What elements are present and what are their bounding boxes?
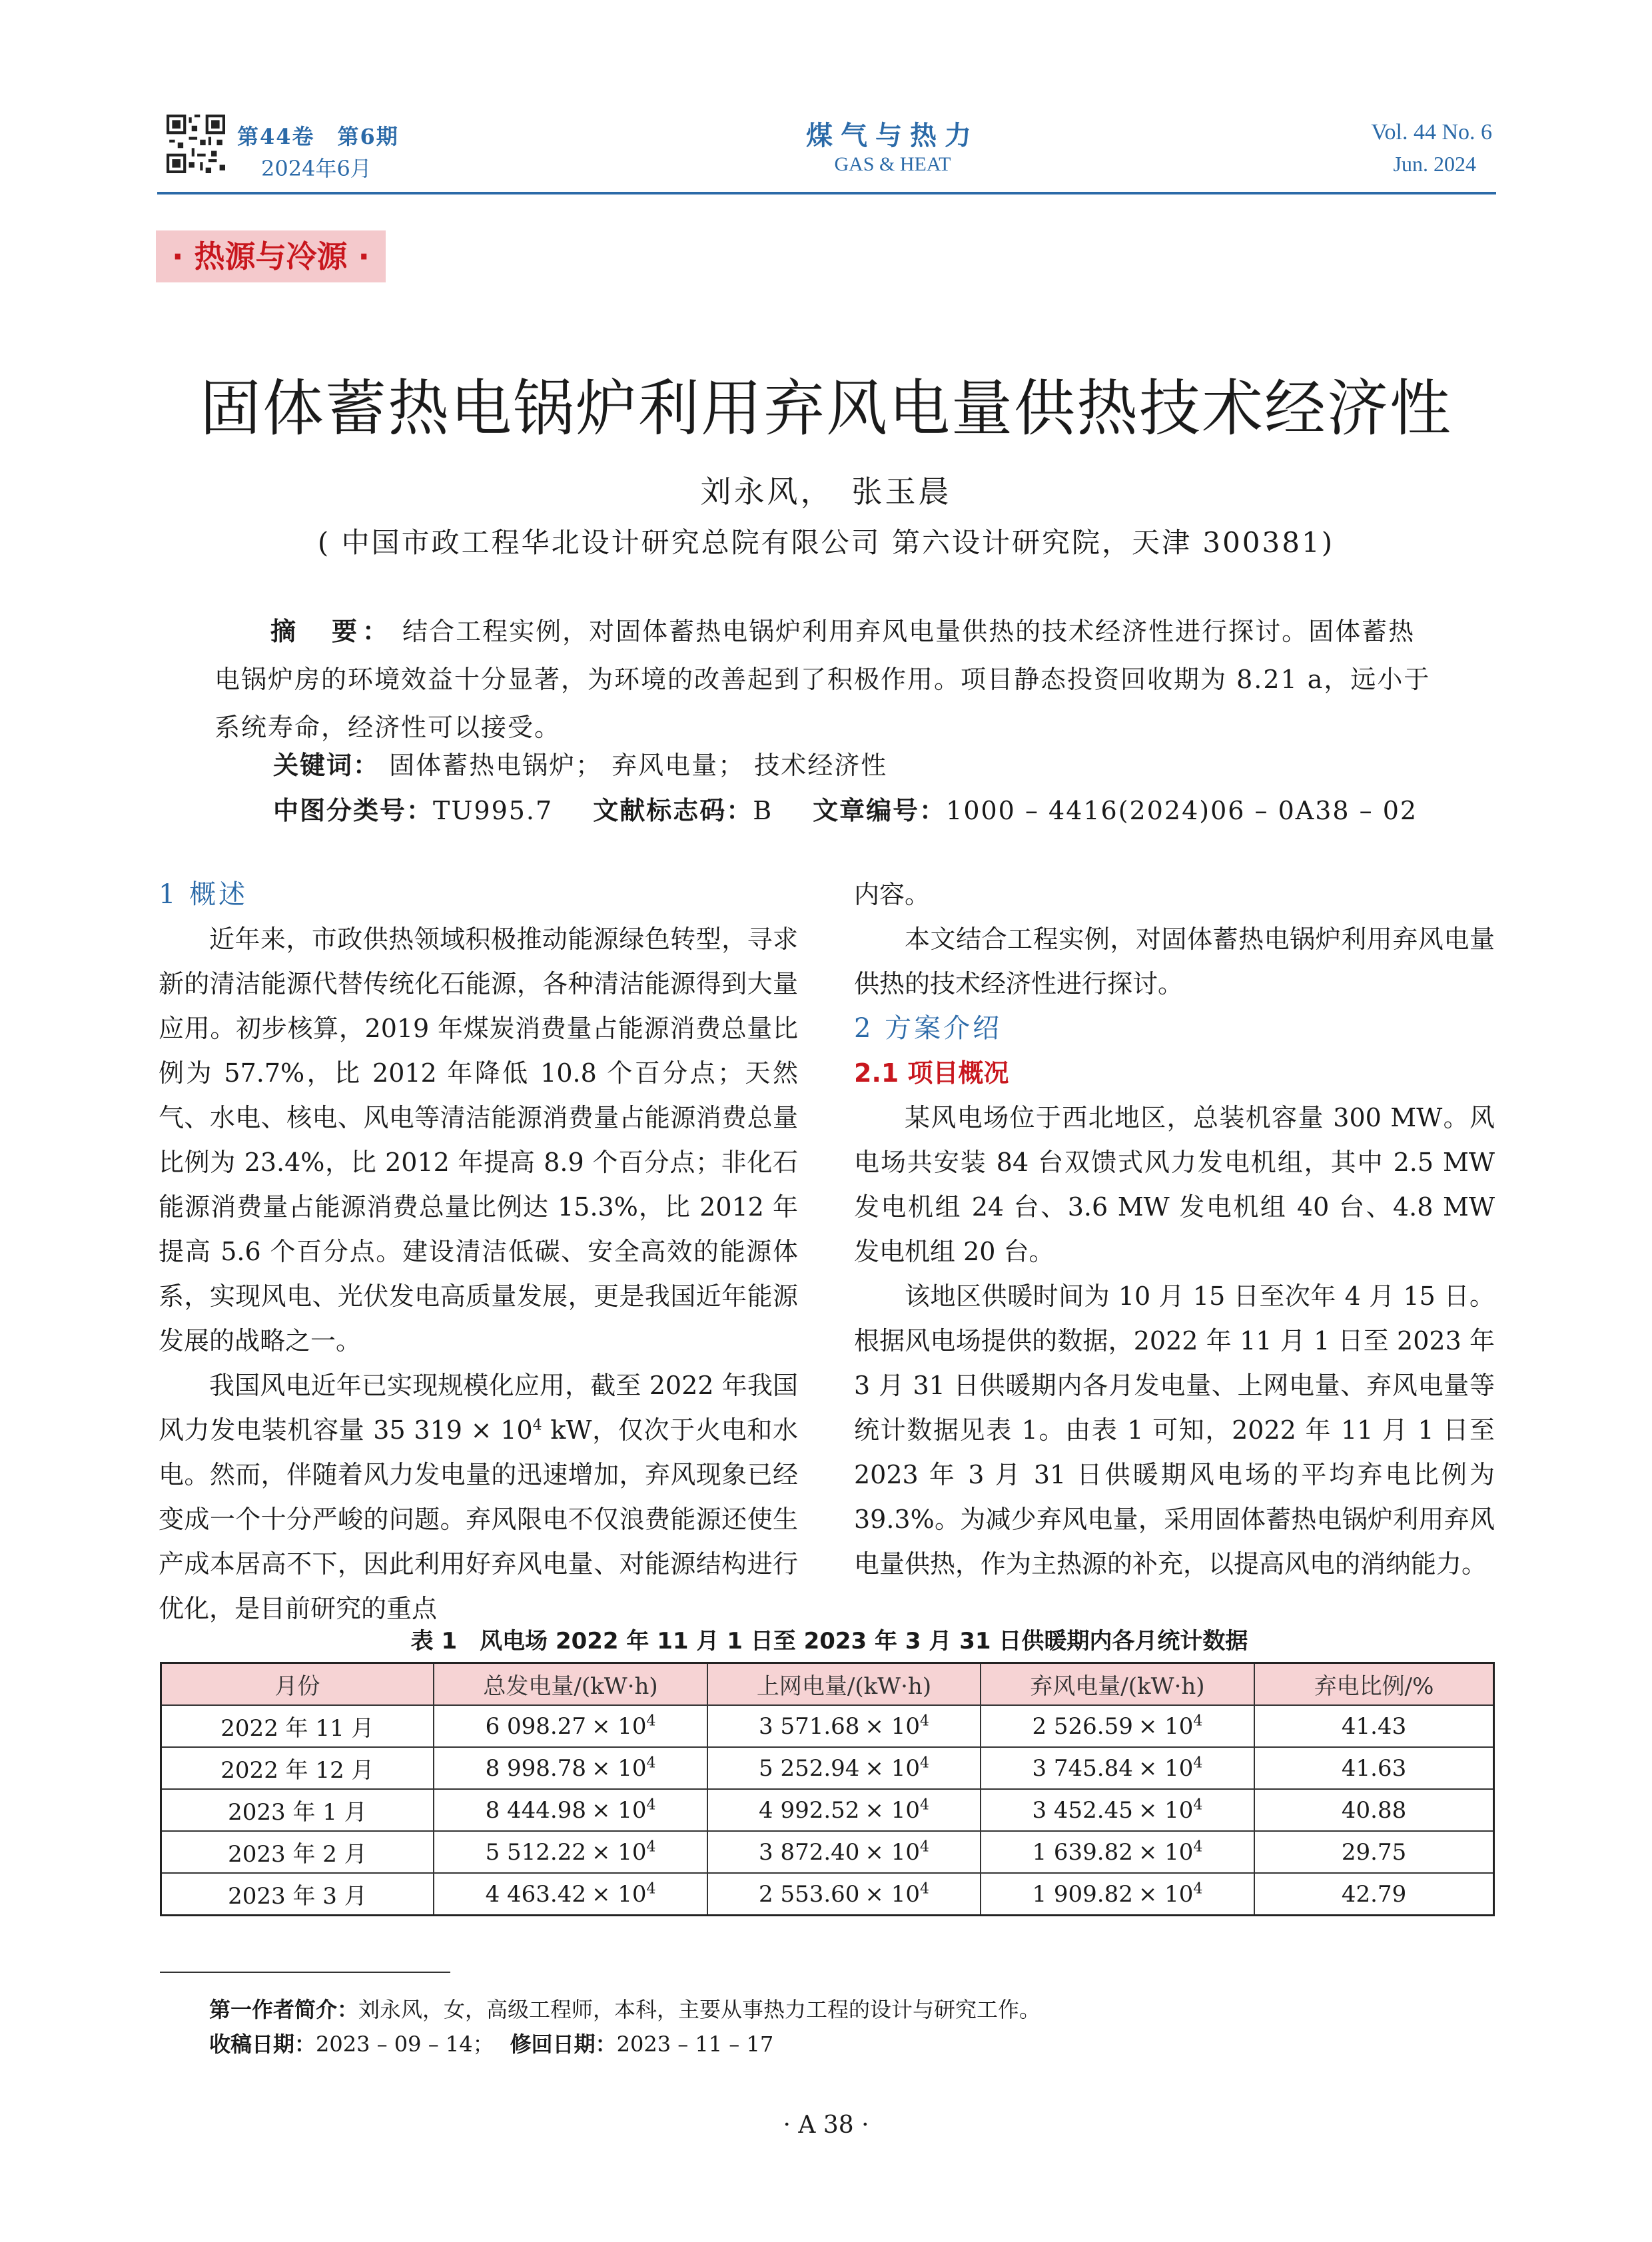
cls-label: 中图分类号： — [273, 796, 434, 825]
abstract-label: 摘 要： — [270, 617, 394, 646]
author-bio-label: 第一作者简介： — [209, 1997, 359, 2022]
section-2-1-heading: 2.1 项目概况 — [854, 1058, 1009, 1088]
table-cell: 5 $512.22 \times 10^4$ — [434, 1831, 707, 1873]
abstract-text: 结合工程实例，对固体蓄热电锅炉利用弃风电量供热的技术经济性进行探讨。固体蓄热电锅炉房的环境效益十分显著，为环境的改善起到了积极作用。项目静态投资回收期为 8.21 a，远小于系统寿命，经济性可以接受。 — [214, 617, 1431, 742]
table-row — [161, 1747, 1494, 1789]
body-right-column — [854, 873, 1495, 1587]
page-number: · A 38 · — [783, 2111, 869, 2139]
table-cell: 3 $571.68 \times 10^4$ — [707, 1705, 980, 1747]
paragraph-5: 该地区供暖时间为 10 月 15 日至次年 4 月 15 日。根据风电场提供的数据，2022 年 11 月 1 日至 2023 年 3 月 31 日供暖期内各月发电量、上网电量、弃风电量等统计数据见表 1。由表 1 可知，2022 年 11 月 1 日至 2023 年 3 月 31 日供暖期风电场的平均弃电比例为 39.3%。为减少弃风电量，采用固体蓄热电锅炉利用弃风电量供热，作为主热源的补充，以提高风电的消纳能力。 — [854, 1282, 1495, 1579]
table-cell: 8 $444.98 \times 10^4$ — [434, 1789, 707, 1831]
received-label: 收稿日期： — [209, 2032, 316, 2057]
table-cell: 41.63 — [1254, 1747, 1493, 1789]
table-cell: 42.79 — [1254, 1873, 1493, 1916]
table-cell: 3 $452.45 \times 10^4$ — [981, 1789, 1254, 1831]
doc-value: B — [753, 796, 773, 825]
cls-value: TU995.7 — [433, 796, 554, 825]
received-value: 2023 – 09 – 14； — [316, 2032, 494, 2057]
paragraph-2-sup: 4 — [532, 1417, 542, 1434]
table-row — [161, 1831, 1494, 1873]
body-left-column — [159, 873, 798, 1631]
section-2-heading: 2 方案介绍 — [854, 1013, 1003, 1044]
journal-name-en: GAS & HEAT — [834, 153, 951, 175]
footnote-rule — [160, 1972, 450, 1973]
table-header-cell: 弃电比例/% — [1254, 1663, 1493, 1706]
keywords-text: 固体蓄热电锅炉； 弃风电量； 技术经济性 — [380, 751, 888, 780]
table-cell: 2023 年 1 月 — [161, 1789, 434, 1831]
table-cell: 2 $526.59 \times 10^4$ — [981, 1705, 1254, 1747]
table-header-cell: 总发电量/(kW·h) — [434, 1663, 707, 1706]
article-no-value: 1000 – 4416(2024)06 – 0A38 – 02 — [946, 796, 1418, 825]
table-cell: 2 $553.60 \times 10^4$ — [707, 1873, 980, 1916]
affiliation: ( 中国市政工程华北设计研究总院有限公司 第六设计研究院，天津 300381) — [317, 526, 1335, 559]
table-cell: 6 $098.27 \times 10^4$ — [434, 1705, 707, 1747]
table-cell: 1 $909.82 \times 10^4$ — [981, 1873, 1254, 1916]
paragraph-2-post: kW，仅次于火电和水电。然而，伴随着风力发电量的迅速增加，弃风现象已经变成一个十分严峻的问题。弃风限电不仅浪费能源还使生产成本居高不下，因此利用好弃风电量、对能源结构进行优化，是目前研究的重点 — [159, 1415, 798, 1623]
table-header-cell: 月份 — [161, 1663, 434, 1706]
qr-code-icon — [167, 115, 225, 173]
journal-date-en: Jun. 2024 — [1393, 152, 1476, 176]
dates — [209, 2028, 773, 2058]
section-1-heading: 1 概述 — [159, 879, 248, 910]
table-header-cell: 上网电量/(kW·h) — [707, 1663, 980, 1706]
keywords — [273, 745, 887, 781]
table-cell: 29.75 — [1254, 1831, 1493, 1873]
table-row — [161, 1705, 1494, 1747]
header-rule — [157, 192, 1496, 194]
paragraph-4: 某风电场位于西北地区，总装机容量 300 MW。风电场共安装 84 台双馈式风力发电机组，其中 2.5 MW 发电机组 24 台、3.6 MW 发电机组 40 台、4.8 MW 发电机组 20 台。 — [854, 1103, 1495, 1266]
table-cell: 2022 年 12 月 — [161, 1747, 434, 1789]
table-cell: 5 $252.94 \times 10^4$ — [707, 1747, 980, 1789]
table-cell: 1 $639.82 \times 10^4$ — [981, 1831, 1254, 1873]
author-bio — [209, 1993, 1040, 2024]
keywords-label: 关键词： — [273, 751, 380, 780]
table-cell: 40.88 — [1254, 1789, 1493, 1831]
table-row — [161, 1873, 1494, 1916]
table-cell: 2022 年 11 月 — [161, 1705, 434, 1747]
table-header-row — [161, 1663, 1494, 1706]
section-tag: · 热源与冷源 · — [156, 230, 386, 282]
table-cell: 8 $998.78 \times 10^4$ — [434, 1747, 707, 1789]
paragraph-1: 近年来，市政供热领域积极推动能源绿色转型，寻求新的清洁能源代替传统化石能源，各种清洁能源得到大量应用。初步核算，2019 年煤炭消费量占能源消费总量比例为 57.7%，比 2012 年降低 10.8 个百分点；天然气、水电、核电、风电等清洁能源消费量占能源消费总量比例为 23.4%，比 2012 年提高 8.9 个百分点；非化石能源消费量占能源消费总量比例达 15.3%，比 2012 年提高 5.6 个百分点。建设清洁低碳、安全高效的能源体系，实现风电、光伏发电高质量发展，更是我国近年能源发展的战略之一。 — [159, 925, 798, 1355]
paragraph-2-continued: 内容。 — [854, 880, 931, 909]
table-header-cell: 弃风电量/(kW·h) — [981, 1663, 1254, 1706]
table-cell: 2023 年 2 月 — [161, 1831, 434, 1873]
journal-volume-en: Vol. 44 No. 6 — [1371, 120, 1492, 145]
journal-name-cn: 煤气与热力 — [806, 120, 979, 151]
authors: 刘永风， 张玉晨 — [700, 474, 952, 510]
abstract — [214, 607, 1434, 751]
author-bio-text: 刘永风，女，高级工程师，本科，主要从事热力工程的设计与研究工作。 — [358, 1997, 1041, 2022]
journal-volume-cn: 第44卷 第6期 — [237, 124, 399, 149]
article-title: 固体蓄热电锅炉利用弃风电量供热技术经济性 — [199, 373, 1452, 444]
table-cell: 41.43 — [1254, 1705, 1493, 1747]
table-cell: 3 $745.84 \times 10^4$ — [981, 1747, 1254, 1789]
paragraph-2 — [159, 1363, 798, 1631]
journal-date-cn: 2024年6月 — [261, 156, 372, 181]
table-cell: 3 $872.40 \times 10^4$ — [707, 1831, 980, 1873]
article-no-label: 文章编号： — [813, 796, 947, 825]
table-row — [161, 1789, 1494, 1831]
paragraph-2-pre: 我国风电近年已实现规模化应用，截至 2022 年我国风力发电装机容量 35 319 × 10 — [159, 1371, 798, 1445]
revised-label: 修回日期： — [510, 2032, 617, 2057]
table-cell: 4 $463.42 \times 10^4$ — [434, 1873, 707, 1916]
statistics-table — [160, 1662, 1495, 1916]
revised-value: 2023 – 11 – 17 — [616, 2032, 774, 2057]
table-cell: 4 $992.52 \times 10^4$ — [707, 1789, 980, 1831]
table-cell: 2023 年 3 月 — [161, 1873, 434, 1916]
classification — [273, 790, 1418, 827]
table-caption: 表 1 风电场 2022 年 11 月 1 日至 2023 年 3 月 31 日供暖期内各月统计数据 — [410, 1628, 1248, 1655]
paragraph-3: 本文结合工程实例，对固体蓄热电锅炉利用弃风电量供热的技术经济性进行探讨。 — [854, 925, 1495, 998]
doc-label: 文献标志码： — [593, 796, 753, 825]
